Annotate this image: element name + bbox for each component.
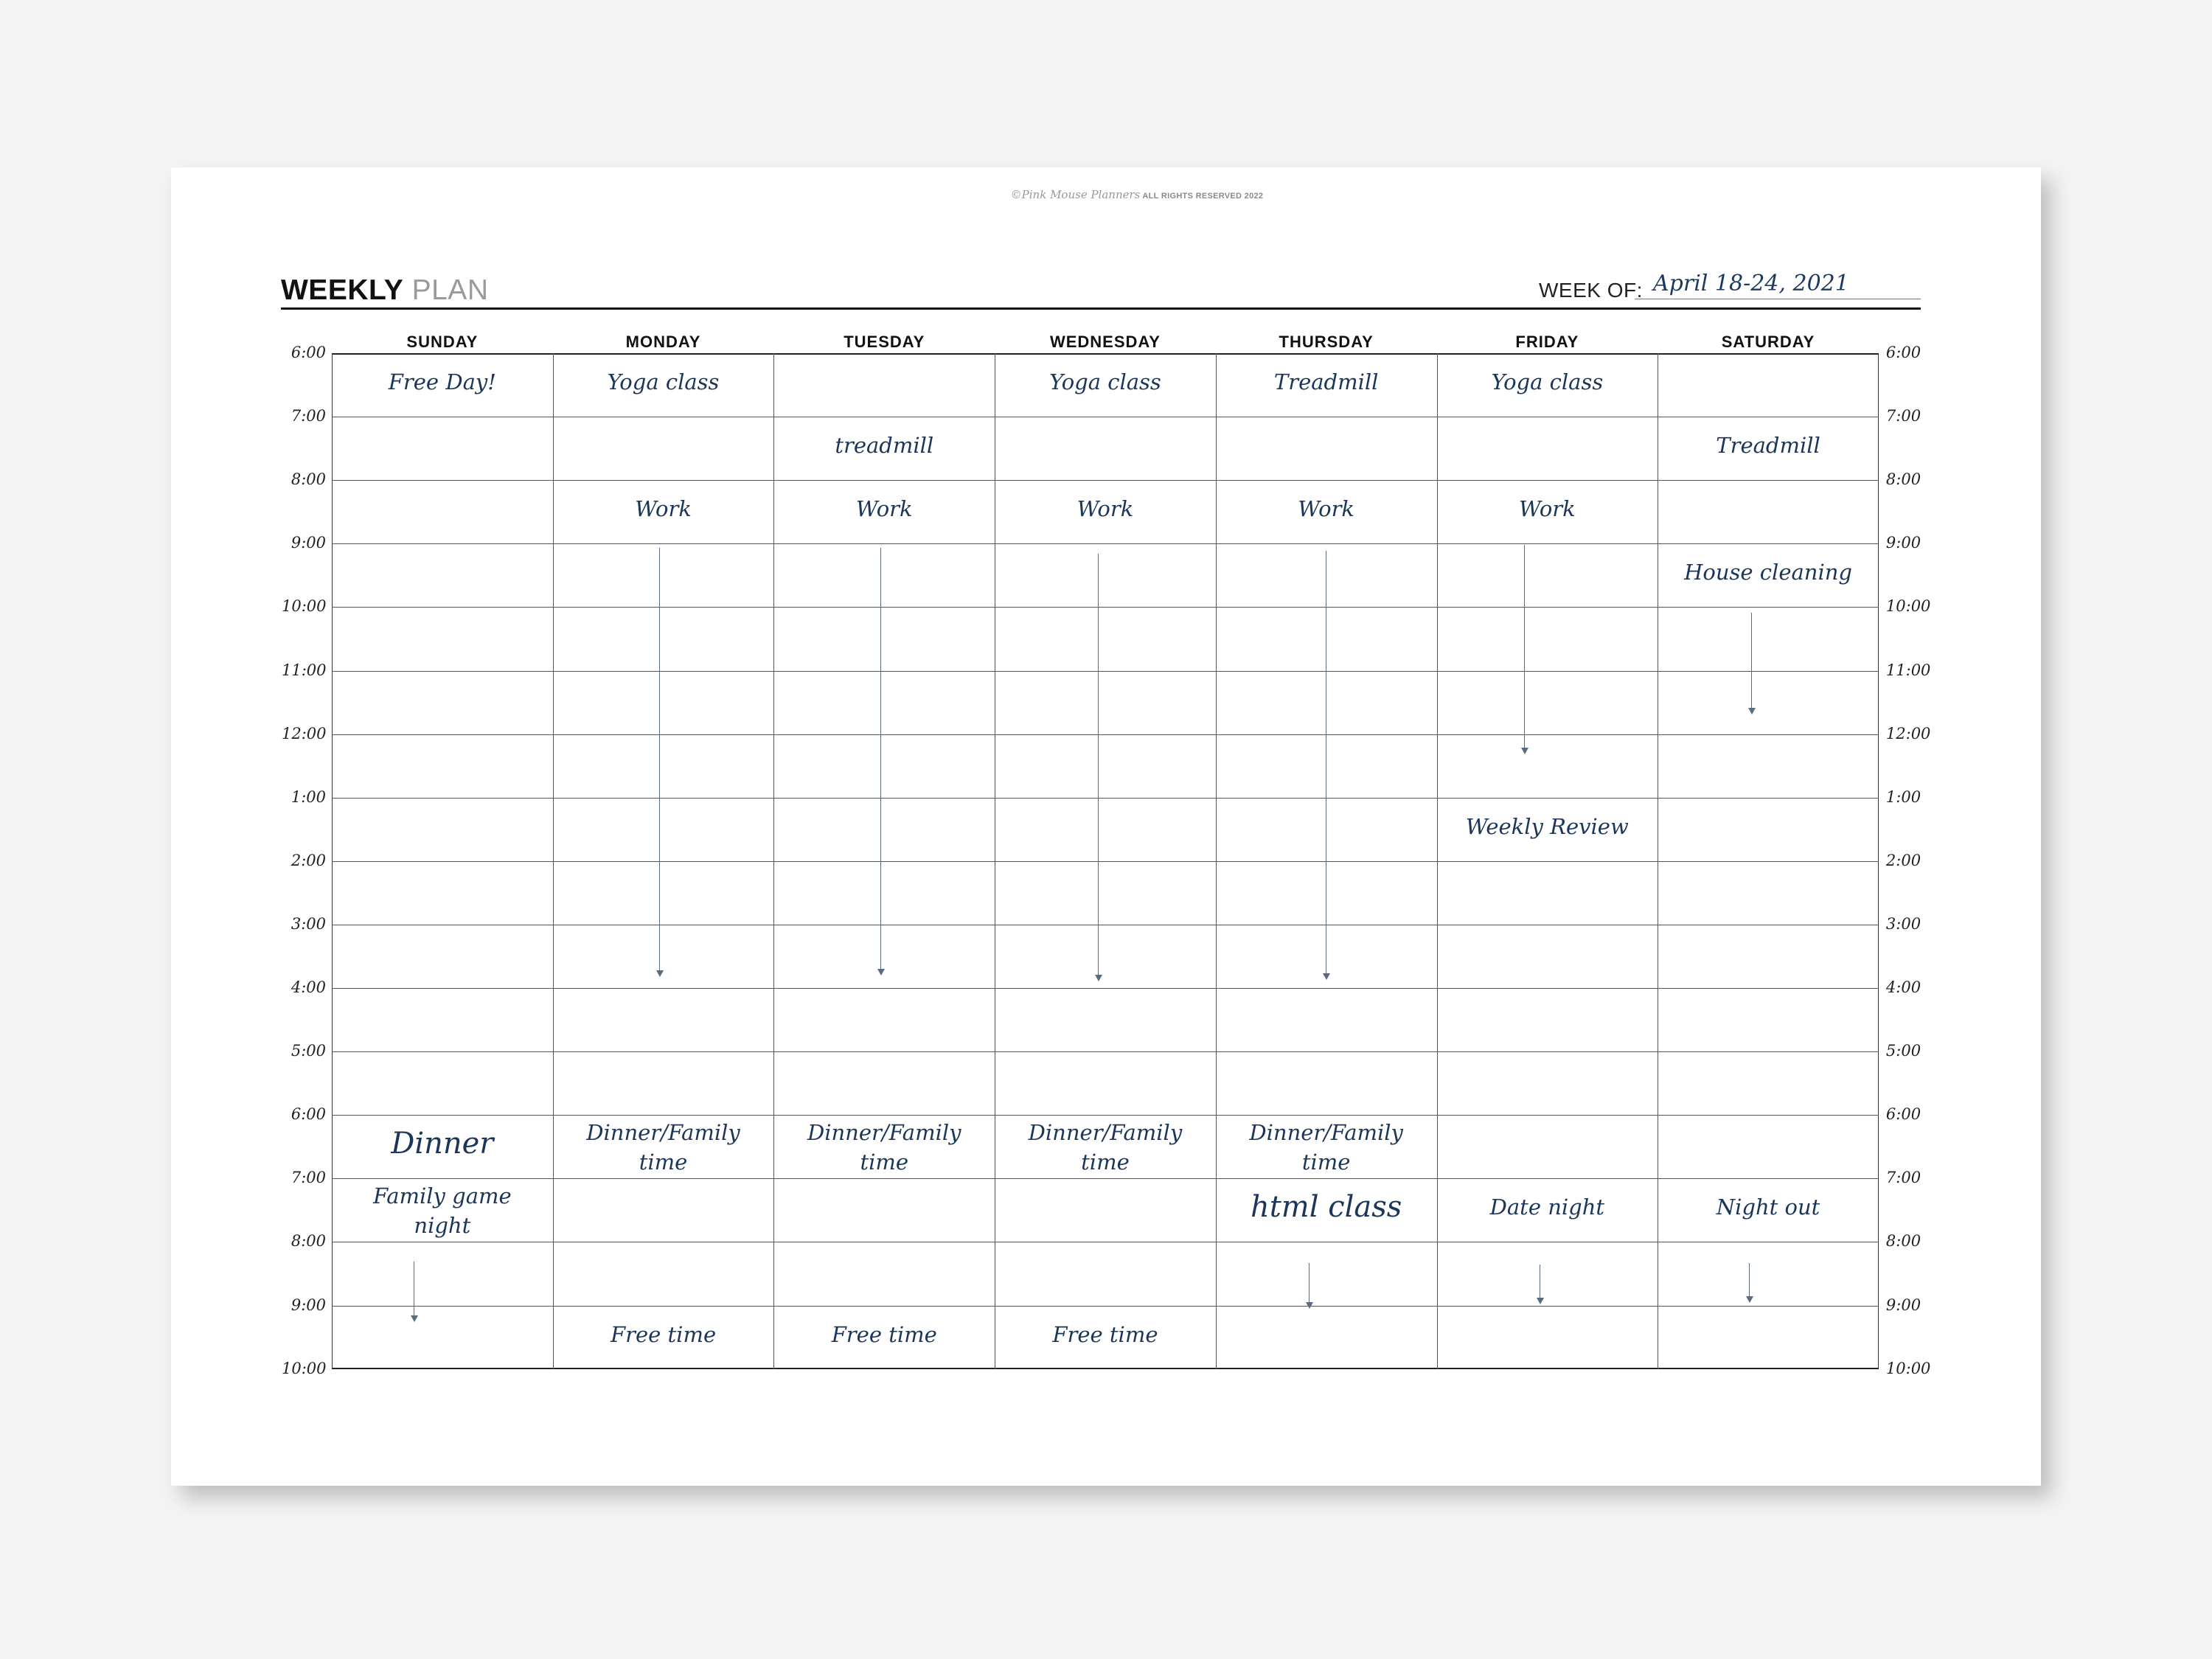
- schedule-entry-line: Dinner/Family: [586, 1120, 740, 1146]
- time-label-right: 11:00: [1885, 661, 1931, 679]
- grid-hour-line: [332, 1051, 1879, 1052]
- schedule-entry-line: Dinner: [391, 1127, 494, 1161]
- schedule-entry: [1490, 1192, 1604, 1222]
- schedule-entry-line: Free time: [831, 1321, 937, 1347]
- duration-arrow-line: [880, 548, 881, 969]
- time-label-right: 10:00: [1885, 1359, 1931, 1377]
- schedule-entry-line: Work: [635, 496, 692, 522]
- copyright-notice: [960, 188, 1314, 201]
- schedule-entry: [1077, 494, 1134, 524]
- page-title: [281, 274, 489, 307]
- week-of-label: WEEK OF:: [1539, 279, 1643, 302]
- schedule-entry: [1251, 1189, 1402, 1225]
- schedule-entry-line: Treadmill: [1273, 369, 1379, 395]
- time-label-right: 12:00: [1885, 724, 1931, 742]
- planner-page: [171, 167, 2041, 1486]
- time-label-right: 8:00: [1885, 470, 1921, 489]
- day-header-wednesday: WEDNESDAY: [1049, 333, 1161, 351]
- time-label-left: 1:00: [291, 787, 326, 806]
- grid-hour-line: [332, 1115, 1879, 1116]
- grid-hour-line: [332, 861, 1879, 862]
- week-of-value: April 18-24, 2021: [1653, 271, 1849, 296]
- time-label-right: 2:00: [1885, 851, 1921, 869]
- duration-arrow-line: [1309, 1263, 1310, 1302]
- schedule-entry-line: Free Day!: [388, 369, 496, 395]
- grid-day-divider: [1437, 353, 1438, 1369]
- schedule-entry-line: night: [414, 1213, 471, 1239]
- time-label-left: 6:00: [291, 1105, 326, 1124]
- schedule-entry-line: time: [639, 1150, 688, 1175]
- schedule-entry: [1491, 367, 1603, 397]
- schedule-entry-line: Family game: [373, 1183, 512, 1209]
- day-header-thursday: THURSDAY: [1279, 333, 1374, 351]
- time-label-right: 7:00: [1885, 407, 1921, 425]
- schedule-entry: [608, 367, 720, 397]
- time-label-left: 9:00: [291, 534, 326, 552]
- schedule-entry-line: Free time: [1052, 1321, 1158, 1347]
- title-light: PLAN: [411, 274, 489, 306]
- copyright-brand: ©Pink Mouse Planners: [1010, 188, 1141, 201]
- grid-hour-line: [332, 480, 1879, 481]
- grid-day-divider: [1216, 353, 1217, 1369]
- schedule-entry-line: Dinner/Family: [1028, 1120, 1183, 1146]
- arrow-down-icon: [1537, 1298, 1544, 1304]
- schedule-entry-line: Work: [1077, 496, 1134, 522]
- grid-day-divider: [773, 353, 774, 1369]
- schedule-entry-line: Treadmill: [1716, 433, 1820, 459]
- schedule-entry-line: Work: [1518, 496, 1576, 522]
- schedule-entry: [611, 1320, 716, 1349]
- time-label-right: 10:00: [1885, 597, 1931, 616]
- day-header-monday: MONDAY: [625, 333, 701, 351]
- arrow-down-icon: [1746, 1296, 1753, 1303]
- time-label-left: 9:00: [291, 1295, 326, 1314]
- schedule-entry-line: Night out: [1716, 1194, 1820, 1220]
- arrow-down-icon: [1095, 975, 1102, 981]
- grid-hour-line: [332, 543, 1879, 544]
- time-label-right: 9:00: [1885, 534, 1921, 552]
- grid-hour-line: [332, 734, 1879, 735]
- schedule-entry: [1052, 1320, 1158, 1349]
- duration-arrow-line: [1098, 554, 1099, 975]
- duration-arrow-line: [1749, 1263, 1750, 1296]
- time-label-left: 3:00: [291, 914, 326, 933]
- time-label-right: 7:00: [1885, 1169, 1921, 1187]
- time-label-right: 5:00: [1885, 1042, 1921, 1060]
- arrow-down-icon: [877, 969, 885, 975]
- duration-arrow-line: [1751, 613, 1752, 708]
- schedule-entry: [1466, 812, 1629, 841]
- schedule-entry: [1716, 431, 1820, 460]
- time-label-right: 8:00: [1885, 1232, 1921, 1251]
- grid-hour-line: [332, 671, 1879, 672]
- schedule-entry: [856, 494, 913, 524]
- time-label-left: 11:00: [282, 661, 327, 679]
- duration-arrow-line: [1524, 545, 1525, 748]
- schedule-entry-line: Dinner/Family: [1249, 1120, 1403, 1146]
- schedule-entry: [389, 367, 496, 397]
- schedule-entry-line: html class: [1250, 1190, 1402, 1225]
- schedule-entry-line: Dinner/Family: [807, 1120, 961, 1146]
- time-label-left: 10:00: [282, 597, 327, 616]
- schedule-entry: [1684, 557, 1852, 587]
- day-header-sunday: SUNDAY: [406, 333, 479, 351]
- schedule-entry: [1519, 494, 1576, 524]
- title-rule: [281, 307, 1921, 310]
- schedule-entry-line: House cleaning: [1684, 560, 1852, 585]
- time-label-right: 6:00: [1885, 1105, 1921, 1124]
- arrow-down-icon: [1323, 973, 1330, 980]
- schedule-entry: [391, 1126, 493, 1161]
- grid-hour-line: [332, 607, 1879, 608]
- schedule-entry-line: Yoga class: [607, 369, 720, 395]
- grid-hour-line: [332, 1178, 1879, 1179]
- arrow-down-icon: [411, 1315, 418, 1322]
- time-label-right: 1:00: [1885, 787, 1921, 806]
- time-label-left: 10:00: [282, 1359, 327, 1377]
- schedule-entry: [1249, 1118, 1403, 1177]
- time-label-left: 4:00: [291, 978, 326, 996]
- title-bold: WEEKLY: [281, 274, 404, 306]
- schedule-entry-line: time: [1301, 1150, 1351, 1175]
- time-label-left: 8:00: [291, 470, 326, 489]
- schedule-entry-line: Yoga class: [1049, 369, 1161, 395]
- schedule-entry-line: Free time: [610, 1321, 717, 1347]
- time-label-right: 4:00: [1885, 978, 1921, 996]
- time-label-left: 7:00: [291, 1169, 326, 1187]
- arrow-down-icon: [1521, 748, 1528, 754]
- time-label-left: 7:00: [291, 407, 326, 425]
- schedule-entry-line: Weekly Review: [1465, 813, 1629, 839]
- day-header-saturday: SATURDAY: [1721, 333, 1815, 351]
- schedule-entry: [1049, 367, 1161, 397]
- schedule-entry: [832, 1320, 937, 1349]
- schedule-entry-line: Date night: [1489, 1194, 1605, 1220]
- time-label-left: 8:00: [291, 1232, 326, 1251]
- day-header-tuesday: TUESDAY: [844, 333, 925, 351]
- time-label-right: 9:00: [1885, 1295, 1921, 1314]
- grid-day-divider: [553, 353, 554, 1369]
- grid-hour-line: [332, 988, 1879, 989]
- schedule-entry: [635, 494, 692, 524]
- schedule-entry: [807, 1118, 961, 1177]
- schedule-entry-line: time: [1081, 1150, 1130, 1175]
- duration-arrow-line: [659, 548, 660, 970]
- schedule-entry-line: treadmill: [835, 433, 934, 459]
- arrow-down-icon: [656, 970, 664, 977]
- day-header-friday: FRIDAY: [1515, 333, 1579, 351]
- schedule-entry: [1717, 1192, 1820, 1222]
- schedule-entry-line: Yoga class: [1491, 369, 1604, 395]
- schedule-entry: [373, 1181, 512, 1240]
- schedule-entry: [835, 431, 933, 460]
- grid-hour-line: [332, 798, 1879, 799]
- schedule-entry: [1298, 494, 1354, 524]
- arrow-down-icon: [1306, 1302, 1313, 1309]
- time-label-right: 3:00: [1885, 914, 1921, 933]
- schedule-entry-line: Work: [855, 496, 913, 522]
- schedule-entry: [586, 1118, 740, 1177]
- time-label-left: 5:00: [291, 1042, 326, 1060]
- schedule-entry-line: time: [860, 1150, 909, 1175]
- time-label-left: 6:00: [291, 344, 326, 361]
- grid-hour-line: [332, 1306, 1879, 1307]
- arrow-down-icon: [1748, 708, 1756, 714]
- schedule-entry-line: Work: [1298, 496, 1355, 522]
- time-label-right: 6:00: [1885, 344, 1921, 361]
- schedule-entry: [1274, 367, 1379, 397]
- time-label-left: 2:00: [291, 851, 326, 869]
- copyright-rights: ALL RIGHTS RESERVED 2022: [1142, 192, 1264, 201]
- schedule-entry: [1029, 1118, 1183, 1177]
- time-label-left: 12:00: [282, 724, 327, 742]
